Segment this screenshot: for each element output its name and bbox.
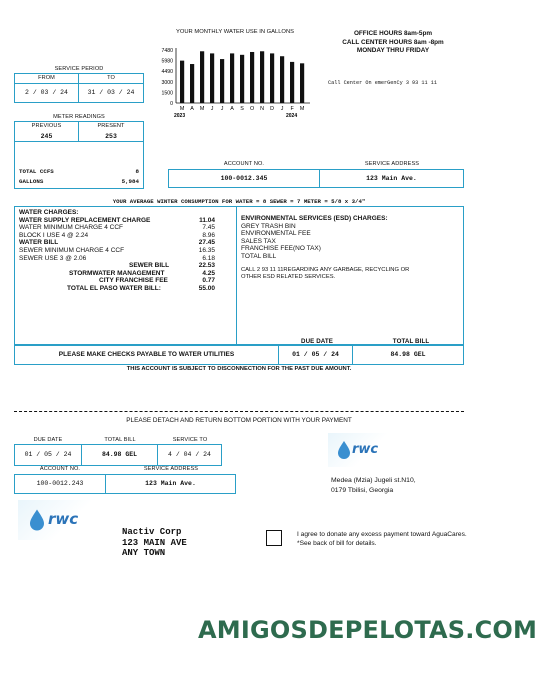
usage-bar <box>260 51 264 103</box>
year-end-label: 2024 <box>286 113 298 119</box>
rwc-logo-large <box>18 500 104 540</box>
stub-account-box <box>14 474 236 494</box>
total-ccfs-label: TOTAL CCFS <box>19 168 54 175</box>
stormwater-label: STORMWATER MANAGEMENT <box>69 269 165 277</box>
esd-item: GREY TRASH BIN <box>241 222 296 230</box>
usage-bar <box>280 56 284 103</box>
wsrc-label: WATER SUPPLY REPLACEMENT CHARGE <box>19 216 151 224</box>
water-min-value: 7.45 <box>202 224 215 232</box>
water-drop-icon <box>338 441 350 459</box>
water-drop-icon <box>30 509 44 531</box>
x-tick-label: N <box>260 106 265 112</box>
x-tick-label: S <box>240 106 244 112</box>
water-bill-label: WATER BILL <box>19 239 59 247</box>
x-tick-label: J <box>220 106 224 112</box>
water-min-label: WATER MINIMUM CHARGE 4 CCF <box>19 224 123 232</box>
account-number: 100-0012.345 <box>169 170 320 187</box>
customer-street: 123 MAIN AVE <box>122 537 187 548</box>
present-reading-label: PRESENT <box>97 123 125 129</box>
y-tick-label: 0 <box>170 101 173 107</box>
x-tick-label: M <box>299 106 305 112</box>
esd-item: TOTAL BILL <box>241 252 277 260</box>
usage-bar <box>200 51 204 103</box>
x-tick-label: J <box>280 106 284 112</box>
x-tick-label: A <box>190 106 194 112</box>
remit-address <box>331 476 416 495</box>
office-hours <box>318 30 468 56</box>
rwc-logo-text: rwc <box>352 442 379 457</box>
esd-charges <box>241 215 456 282</box>
usage-bar <box>250 52 254 103</box>
usage-bar <box>290 62 294 103</box>
sewer-min-label: SEWER MINIMUM CHARGE 4 CCF <box>19 246 125 254</box>
usage-bar <box>270 53 274 103</box>
call-center-emergency: Call Center On emerGenCy 3 93 11 11 <box>328 80 437 86</box>
charges-divider <box>236 207 237 344</box>
esd-item: FRANCHISE FEE(NO TAX) <box>241 245 321 253</box>
payable-row <box>14 345 464 365</box>
service-from-label: FROM <box>15 74 79 83</box>
gallons-label: GALLONS <box>19 178 44 185</box>
x-tick-label: D <box>270 106 275 112</box>
service-address-label: SERVICE ADDRESS <box>364 161 420 167</box>
call-center-hours-line: CALL CENTER HOURS 8am -8pm <box>342 38 444 46</box>
rwc-logo <box>328 433 396 467</box>
total-water-bill-value: 55.00 <box>198 284 215 292</box>
customer-address <box>122 527 187 559</box>
charges-box <box>14 206 464 345</box>
block-value: 8.96 <box>202 231 215 239</box>
winter-consumption-line: YOUR AVERAGE WINTER CONSUMPTION FOR WATER = 8 SEWER = 7 METER = 5/8 x 3/4" <box>112 198 366 205</box>
rwc-logo-text: rwc <box>48 510 79 528</box>
usage-bar <box>210 53 214 103</box>
stub-total-label: TOTAL BILL <box>104 437 136 443</box>
usage-chart-title: YOUR MONTHLY WATER USE IN GALLONS <box>176 29 294 35</box>
office-days-line: MONDAY THRU FRIDAY <box>356 47 430 54</box>
water-charges-title: WATER CHARGES: <box>19 209 79 216</box>
sewer-use-value: 6.18 <box>202 254 215 262</box>
service-address: 123 Main Ave. <box>366 175 417 182</box>
stormwater-value: 4.25 <box>202 269 215 277</box>
x-tick-label: M <box>199 106 205 112</box>
franchise-fee-value: 0.77 <box>202 277 215 285</box>
due-date-value: 01 / 05 / 24 <box>279 346 353 364</box>
y-tick-label: 7480 <box>161 48 173 54</box>
service-to-date: 31 / 03 / 24 <box>87 89 135 96</box>
account-number-label: ACCOUNT NO. <box>223 161 265 167</box>
sewer-bill-label: SEWER BILL <box>129 262 170 270</box>
usage-chart <box>150 38 320 126</box>
franchise-fee-label: CITY FRANCHISE FEE <box>99 277 168 285</box>
esd-item: SALES TAX <box>241 237 276 245</box>
y-tick-label: 1500 <box>161 90 173 97</box>
present-reading: 253 <box>105 133 117 140</box>
y-tick-label: 3000 <box>161 79 173 86</box>
stub-service-address: 123 Main Ave. <box>145 480 196 487</box>
customer-city: ANY TOWN <box>122 548 166 558</box>
service-from-date: 2 / 03 / 24 <box>15 84 79 102</box>
sewer-bill-value: 22.53 <box>198 262 215 270</box>
sewer-use-label: SEWER USE 3 @ 2.06 <box>19 254 87 262</box>
previous-reading-label: PREVIOUS <box>15 122 79 132</box>
donate-text: I agree to donate any excess payment toward AguaCares. *See back of bill for details. <box>297 531 467 547</box>
usage-bar <box>240 55 244 103</box>
usage-bar <box>180 61 184 103</box>
x-tick-label: J <box>210 106 214 112</box>
y-tick-label: 4490 <box>161 69 173 76</box>
payable-note: PLEASE MAKE CHECKS PAYABLE TO WATER UTILITIES <box>15 346 279 364</box>
office-hours-line: OFFICE HOURS 8am-5pm <box>353 30 433 37</box>
remit-address-line: 0179 Tbilisi, Georgia <box>331 486 394 494</box>
stub-service-label: SERVICE TO <box>172 437 208 443</box>
water-charges <box>19 209 215 293</box>
x-tick-label: A <box>230 106 234 112</box>
year-start-label: 2023 <box>174 113 186 119</box>
total-bill-label: TOTAL BILL <box>392 338 430 345</box>
total-ccfs: 8 <box>135 168 139 175</box>
service-to-label: TO <box>107 75 115 81</box>
stub-total-bill: 84.98 GEL <box>82 445 158 465</box>
usage-bar <box>230 53 234 103</box>
esd-note: CALL 2 93 11 11REGARDING ANY GARBAGE, RECYCLING OR OTHER ESD RELATED SERVICES. <box>241 266 410 281</box>
due-date-label: DUE DATE <box>301 338 333 345</box>
y-tick-label: 5980 <box>161 58 173 65</box>
esd-title: ENVIRONMENTAL SERVICES (ESD) CHARGES: <box>241 215 388 222</box>
detach-instruction: PLEASE DETACH AND RETURN BOTTOM PORTION WITH YOUR PAYMENT <box>126 417 352 424</box>
stub-service-to: 4 / 04 / 24 <box>168 451 211 458</box>
donate-checkbox[interactable] <box>266 530 282 546</box>
service-period-title: SERVICE PERIOD <box>54 66 104 72</box>
previous-reading: 245 <box>15 132 79 141</box>
total-water-bill-label: TOTAL EL PASO WATER BILL: <box>67 284 161 292</box>
block-label: BLOCK I USE 4 @ 2.24 <box>19 231 89 239</box>
meter-readings-box <box>14 121 144 189</box>
usage-bar <box>190 64 194 103</box>
stub-due-date: 01 / 05 / 24 <box>15 445 82 465</box>
stub-address-label: SERVICE ADDRESS <box>143 466 199 472</box>
account-box <box>168 169 464 188</box>
wsrc-value: 11.04 <box>199 216 215 224</box>
remit-address-line: Medea (Mzia) Jugeli st.N10, <box>331 477 416 484</box>
service-period-box <box>14 73 144 103</box>
stub-due-label: DUE DATE <box>33 437 63 443</box>
stub-account-label: ACCOUNT NO. <box>39 466 81 472</box>
watermark: AMIGOSDEPELOTAS.COM <box>198 616 537 644</box>
stub-dates-box <box>14 444 222 466</box>
x-tick-label: O <box>249 106 255 112</box>
detach-divider <box>14 411 464 412</box>
usage-bar <box>300 63 304 103</box>
customer-name: Nactiv Corp <box>122 527 182 537</box>
usage-bar <box>220 59 224 103</box>
total-bill-value: 84.98 GEL <box>390 351 426 358</box>
gallons-value: 5,984 <box>121 178 139 185</box>
water-bill-value: 27.45 <box>198 239 215 247</box>
x-tick-label: F <box>290 106 294 112</box>
esd-item: ENVIRONMENTAL FEE <box>241 230 311 238</box>
x-tick-label: M <box>179 106 185 112</box>
disconnect-notice: THIS ACCOUNT IS SUBJECT TO DISCONNECTION FOR THE PAST DUE AMOUNT. <box>126 366 352 372</box>
stub-account-number: 100-0012.243 <box>15 475 106 493</box>
sewer-min-value: 16.35 <box>198 246 215 254</box>
meter-readings-title: METER READINGS <box>53 114 105 120</box>
